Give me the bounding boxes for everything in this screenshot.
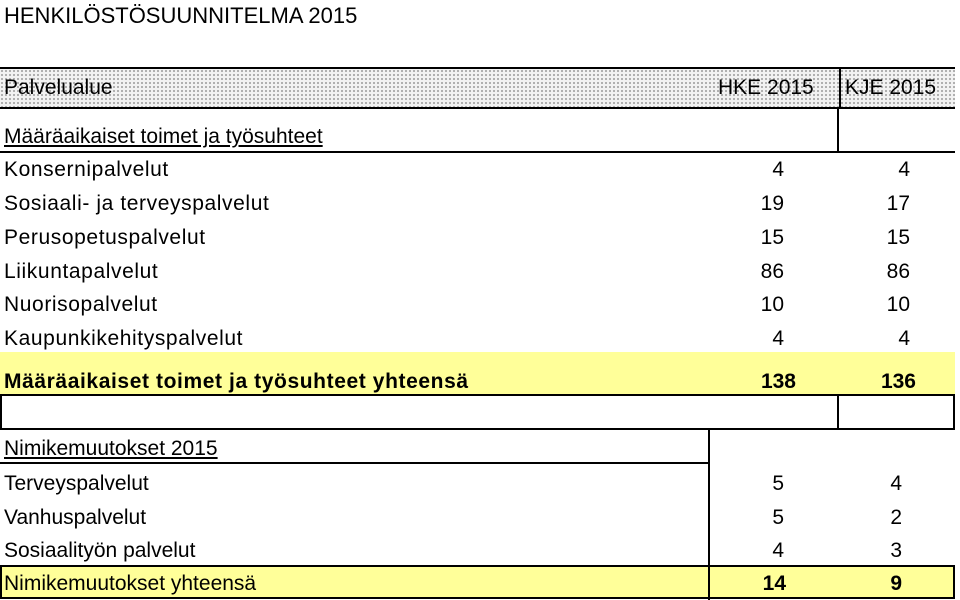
section2-total-hke: 14 — [762, 572, 786, 595]
section2-total-label: Nimikemuutokset yhteensä — [4, 572, 257, 595]
section1-row-hke: 86 — [760, 260, 784, 283]
section2-row-label: Sosiaalityön palvelut — [4, 539, 196, 562]
header-area-label: Palvelualue — [4, 76, 113, 99]
section1-total-kje: 136 — [880, 370, 916, 393]
section2-row-label: Vanhuspalvelut — [4, 506, 147, 529]
section1-rule — [0, 151, 955, 153]
section1-total-label: Määräaikaiset toimet ja työsuhteet yhteensä — [4, 370, 469, 393]
header-col-kje: KJE 2015 — [845, 76, 937, 99]
section2-heading: Nimikemuutokset 2015 — [4, 437, 218, 460]
section2-total-rule-top — [0, 565, 955, 567]
section1-row-label: Liikuntapalvelut — [4, 260, 159, 283]
section1-row-label: Kaupunkikehityspalvelut — [4, 327, 244, 350]
section2-row-label: Terveyspalvelut — [4, 472, 149, 495]
section1-row-kje: 10 — [886, 293, 910, 316]
section2-row-kje: 2 — [890, 506, 902, 529]
section1-row-label: Konsernipalvelut — [4, 158, 169, 181]
section2-total-right-edge — [953, 565, 955, 599]
section1-row-kje: 15 — [886, 226, 910, 249]
section2-total-kje: 9 — [890, 572, 902, 595]
section1-row-hke: 4 — [772, 327, 784, 350]
header-divider — [839, 67, 841, 107]
section1-row-hke: 4 — [772, 158, 784, 181]
spacer-rule-top — [0, 394, 955, 396]
page-title: HENKILÖSTÖSUUNNITELMA 2015 — [4, 3, 358, 28]
section2-row-hke: 5 — [772, 506, 784, 529]
section2-row-kje: 4 — [890, 472, 902, 495]
section1-row-kje: 86 — [886, 260, 910, 283]
section2-total-rule-bottom — [0, 597, 955, 599]
section2-row-kje: 3 — [890, 539, 902, 562]
section1-row-label: Perusopetuspalvelut — [4, 226, 206, 249]
section1-row-label: Nuorisopalvelut — [4, 293, 158, 316]
section1-row-hke: 19 — [760, 192, 784, 215]
section1-divider — [837, 107, 839, 151]
spacer-rule-bottom — [0, 428, 955, 430]
section1-row-hke: 10 — [760, 293, 784, 316]
section1-row-kje: 17 — [886, 192, 910, 215]
section1-row-kje: 4 — [898, 158, 910, 181]
header-col-hke: HKE 2015 — [718, 76, 814, 99]
spacer-left-edge — [0, 394, 2, 430]
section1-heading: Määräaikaiset toimet ja työsuhteet — [4, 125, 323, 148]
section1-row-hke: 15 — [760, 226, 784, 249]
spacer-divider — [837, 394, 839, 430]
section2-rule — [0, 462, 708, 464]
section1-row-label: Sosiaali- ja terveyspalvelut — [4, 192, 270, 215]
spacer-right-edge — [953, 394, 955, 430]
section1-row-kje: 4 — [898, 327, 910, 350]
section2-row-hke: 5 — [772, 472, 784, 495]
section1-total-hke: 138 — [760, 370, 796, 393]
section2-row-hke: 4 — [772, 539, 784, 562]
section2-total-left-edge — [0, 565, 2, 599]
